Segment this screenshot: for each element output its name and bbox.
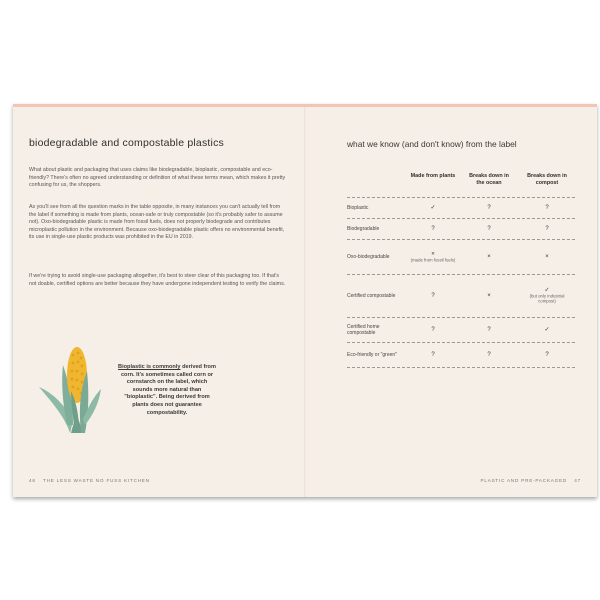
column-header-breaks-down-ocean: Breaks down in the ocean	[469, 173, 509, 186]
table-cell	[409, 327, 457, 333]
caption-underlined: Bioplastic is commonly	[118, 364, 181, 370]
cross-mark-icon: ×	[545, 253, 549, 260]
column-header-made-from-plants: Made from plants	[410, 173, 456, 179]
table-cell	[523, 226, 571, 232]
question-mark-icon: ?	[431, 225, 435, 232]
table-cell	[409, 205, 457, 211]
corn-illustration-icon	[37, 329, 107, 449]
table-cell	[523, 352, 571, 358]
table-row	[347, 219, 575, 240]
check-mark-icon: ✓	[430, 204, 436, 211]
check-mark-icon: ✓	[544, 326, 550, 333]
row-label: Eco-friendly or "green"	[347, 351, 397, 358]
question-mark-icon: ?	[545, 225, 549, 232]
section-heading: biodegradable and compostable plastics	[29, 137, 224, 149]
page-number-right: 47	[574, 478, 581, 483]
paragraph-2: As you'll see from all the question marks in the table opposite, in many instances you can't actually tell from the label if something is made from plants, ocean-safe or truly compostable (so it's probably safer to assume not). Oxo-biodegradable plastic is made from fossil fuels, does not properly biodegrade and contributes microplastic pollution in the environment. Because oxo-biodegradable plastic offers no environmental benefit, its use in single-use plastic products was prohibited in the EU in 2019.	[29, 204, 285, 241]
question-mark-icon: ?	[431, 326, 435, 333]
table-cell	[465, 327, 513, 333]
left-page	[13, 107, 305, 497]
table-cell	[409, 251, 457, 262]
paragraph-1: What about plastic and packaging that uses claims like biodegradable, bioplastic, compostable and eco-friendly? There's often no agreed understanding or definition of what these terms mean, which makes it pretty confusing for us, the shoppers.	[29, 167, 286, 189]
paragraph-3: If we're trying to avoid single-use packaging altogether, it's best to steer clear of this packaging too. If that's not doable, certified options are better because they have undergone independent testing to verify the claims.	[29, 273, 286, 287]
cell-note: (but only industrial compost)	[529, 293, 565, 305]
table-cell	[465, 254, 513, 260]
table-cell	[523, 205, 571, 211]
cell-note: (made from fossil fuels)	[410, 257, 456, 263]
page-number-left: 46	[29, 478, 36, 483]
question-mark-icon: ?	[487, 225, 491, 232]
table-cell	[465, 226, 513, 232]
table-row	[347, 198, 575, 219]
running-footer-right: PLASTIC AND PRE-PACKAGED	[480, 478, 567, 483]
table-cell	[523, 288, 571, 305]
question-mark-icon: ?	[431, 292, 435, 299]
table-cell	[409, 352, 457, 358]
table-row	[347, 343, 575, 368]
running-footer-left: THE LESS WASTE NO FUSS KITCHEN	[43, 478, 150, 483]
question-mark-icon: ?	[487, 351, 491, 358]
row-label: Biodegradable	[347, 225, 380, 232]
table-cell	[465, 352, 513, 358]
question-mark-icon: ?	[487, 326, 491, 333]
table-cell	[523, 327, 571, 333]
row-label: Certified home compostable	[347, 323, 380, 336]
table-cell	[409, 226, 457, 232]
table-title: what we know (and don't know) from the label	[347, 139, 517, 149]
table-row	[347, 240, 575, 275]
cross-mark-icon: ×	[431, 251, 435, 258]
caption-text: derived from corn. It's sometimes called corn or cornstarch on the label, which sounds more natural than "bioplastic". Being derived from plants does not guarantee compostability.	[120, 364, 216, 416]
table-row	[347, 318, 575, 343]
question-mark-icon: ?	[545, 351, 549, 358]
row-label: Certified compostable	[347, 292, 396, 299]
question-mark-icon: ?	[487, 204, 491, 211]
column-header-breaks-down-compost: Breaks down in compost	[527, 173, 567, 186]
question-mark-icon: ?	[431, 351, 435, 358]
row-label: Oxo-biodegradable	[347, 253, 390, 260]
label-claims-table	[347, 165, 575, 368]
table-row	[347, 275, 575, 318]
cross-mark-icon: ×	[487, 253, 491, 260]
table-header	[347, 165, 575, 198]
table-cell	[523, 254, 571, 260]
table-cell	[465, 205, 513, 211]
corn-caption	[117, 364, 217, 417]
right-page	[305, 107, 597, 497]
table-cell	[465, 293, 513, 299]
table-cell	[409, 293, 457, 299]
row-label: Bioplastic	[347, 204, 369, 211]
question-mark-icon: ?	[545, 204, 549, 211]
cross-mark-icon: ×	[487, 292, 491, 299]
book-spread	[13, 104, 597, 497]
check-mark-icon: ✓	[544, 287, 550, 294]
